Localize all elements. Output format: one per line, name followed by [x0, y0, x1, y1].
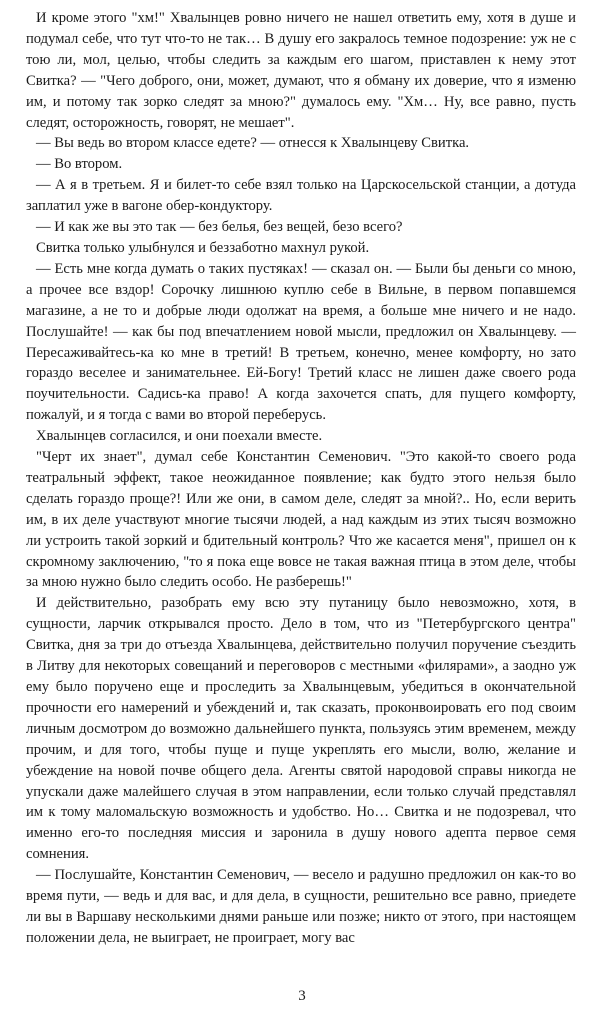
- paragraph-8: Хвалынцев согласился, и они поехали вместе.: [36, 428, 323, 445]
- paragraph-6: Свитка только улыбнулся и беззаботно махнул рукой.: [36, 239, 370, 256]
- paragraph-2: — Вы ведь во втором классе едете? — отнесся к Хвалынцеву Свитка.: [36, 135, 470, 152]
- paragraph-7: — Есть мне когда думать о таких пустяках! — сказал он. — Были бы деньги со мною, а прочее все вздор! Сорочку лишнюю куплю себе в Вильне, в первом попавшемся магазине, а не то и добрые люди одолжат на время, а больше мне ничего и не надо. Послушайте! — как бы под впечатлением новой мысли, предложил он Хвалынцеву. — Пересаживайтесь-ка ко мне в третий! В третьем, конечно, менее комфорту, но зато гораздо веселее и занимательнее. Ей-Богу! Третий класс не лишен даже своего рода поучительности. Садись-ка право! А когда захочется спать, для пущего комфорту, пожалуй, и я тогда с вами во второй переберусь.: [26, 260, 576, 424]
- paragraph-5: — И как же вы это так — без белья, без вещей, безо всего?: [36, 219, 403, 236]
- page-body-text: [26, 8, 576, 949]
- paragraph-1: И кроме этого "хм!" Хвалынцев ровно ничего не нашел ответить ему, хотя в душе и подумал себе, что тут что-то не так… В душу его закралось темное подозрение: уж не с тою ли, мол, целью, чтобы следить за каждым его шагом, приставлен к нему этот Свитка? — "Чего доброго, они, может, думают, что я обману их доверие, что я изменю им, и потому так зорко следят за мною?" думалось ему. "Хм… Ну, все равно, пусть следят, осторожность, говорят, не мешает".: [26, 10, 576, 131]
- paragraph-4: — А я в третьем. Я и билет-то себе взял только на Царскосельской станции, а дотуда заплатил уже в вагоне обер-кондуктору.: [26, 177, 576, 215]
- paragraph-9: "Черт их знает", думал себе Константин Семенович. "Это какой-то своего рода театральный эффект, такое неожиданное появление; как будто этого нельзя было сделать гораздо проще?! Или же они, в самом деле, следят за мной?.. Но, если верить им, в их деле участвуют многие тысячи людей, а над каждым из этих тысяч возможно ли устроить такой зоркий и бдительный контроль? Что же касается меня", пришел он к скромному заключению, "то я пока еще вовсе не такая важная птица в этом деле, чтобы за мною нужно было следить особо. Не разберешь!": [26, 449, 576, 591]
- paragraph-10: И действительно, разобрать ему всю эту путаницу было невозможно, хотя, в сущности, ларчик открывался просто. Дело в том, что из "Петербургского центра" Свитка, дня за три до отъезда Хвалынцева, действительно получил поручение съездить в Литву для некоторых совещаний и переговоров с местными «филярами», а заодно уж ему было поручено еще и проследить за Хвалынцевым, убедиться в окончательной прочности его намерений и убеждений и, так сказать, проконвоировать его под своим личным досмотром до возможно дальнейшего пункта, пользуясь этим временем, между прочим, и для того, чтобы пуще и пуще укреплять его мысли, волю, желание и убеждение на новой почве общего дела. Агенты святой народовой справы никогда не упускали даже малейшего случая в этом направлении, если только случай представлял им к тому маломальскую возможность и удобство. Но… Свитка и не подозревал, что именно его-то последняя миссия и заронила в душу нового адепта первое семя сомнения.: [26, 595, 576, 863]
- page-number: 3: [298, 988, 306, 1004]
- paragraph-3: — Во втором.: [36, 156, 123, 173]
- paragraph-11: — Послушайте, Константин Семенович, — весело и радушно предложил он как-то во время пути, — ведь и для вас, и для дела, в сущности, решительно все равно, приедете ли вы в Варшаву несколькими днями раньше или позже; никто от этого, при настоящем положении дела, не выиграет, не проиграет, могу вас: [26, 867, 576, 946]
